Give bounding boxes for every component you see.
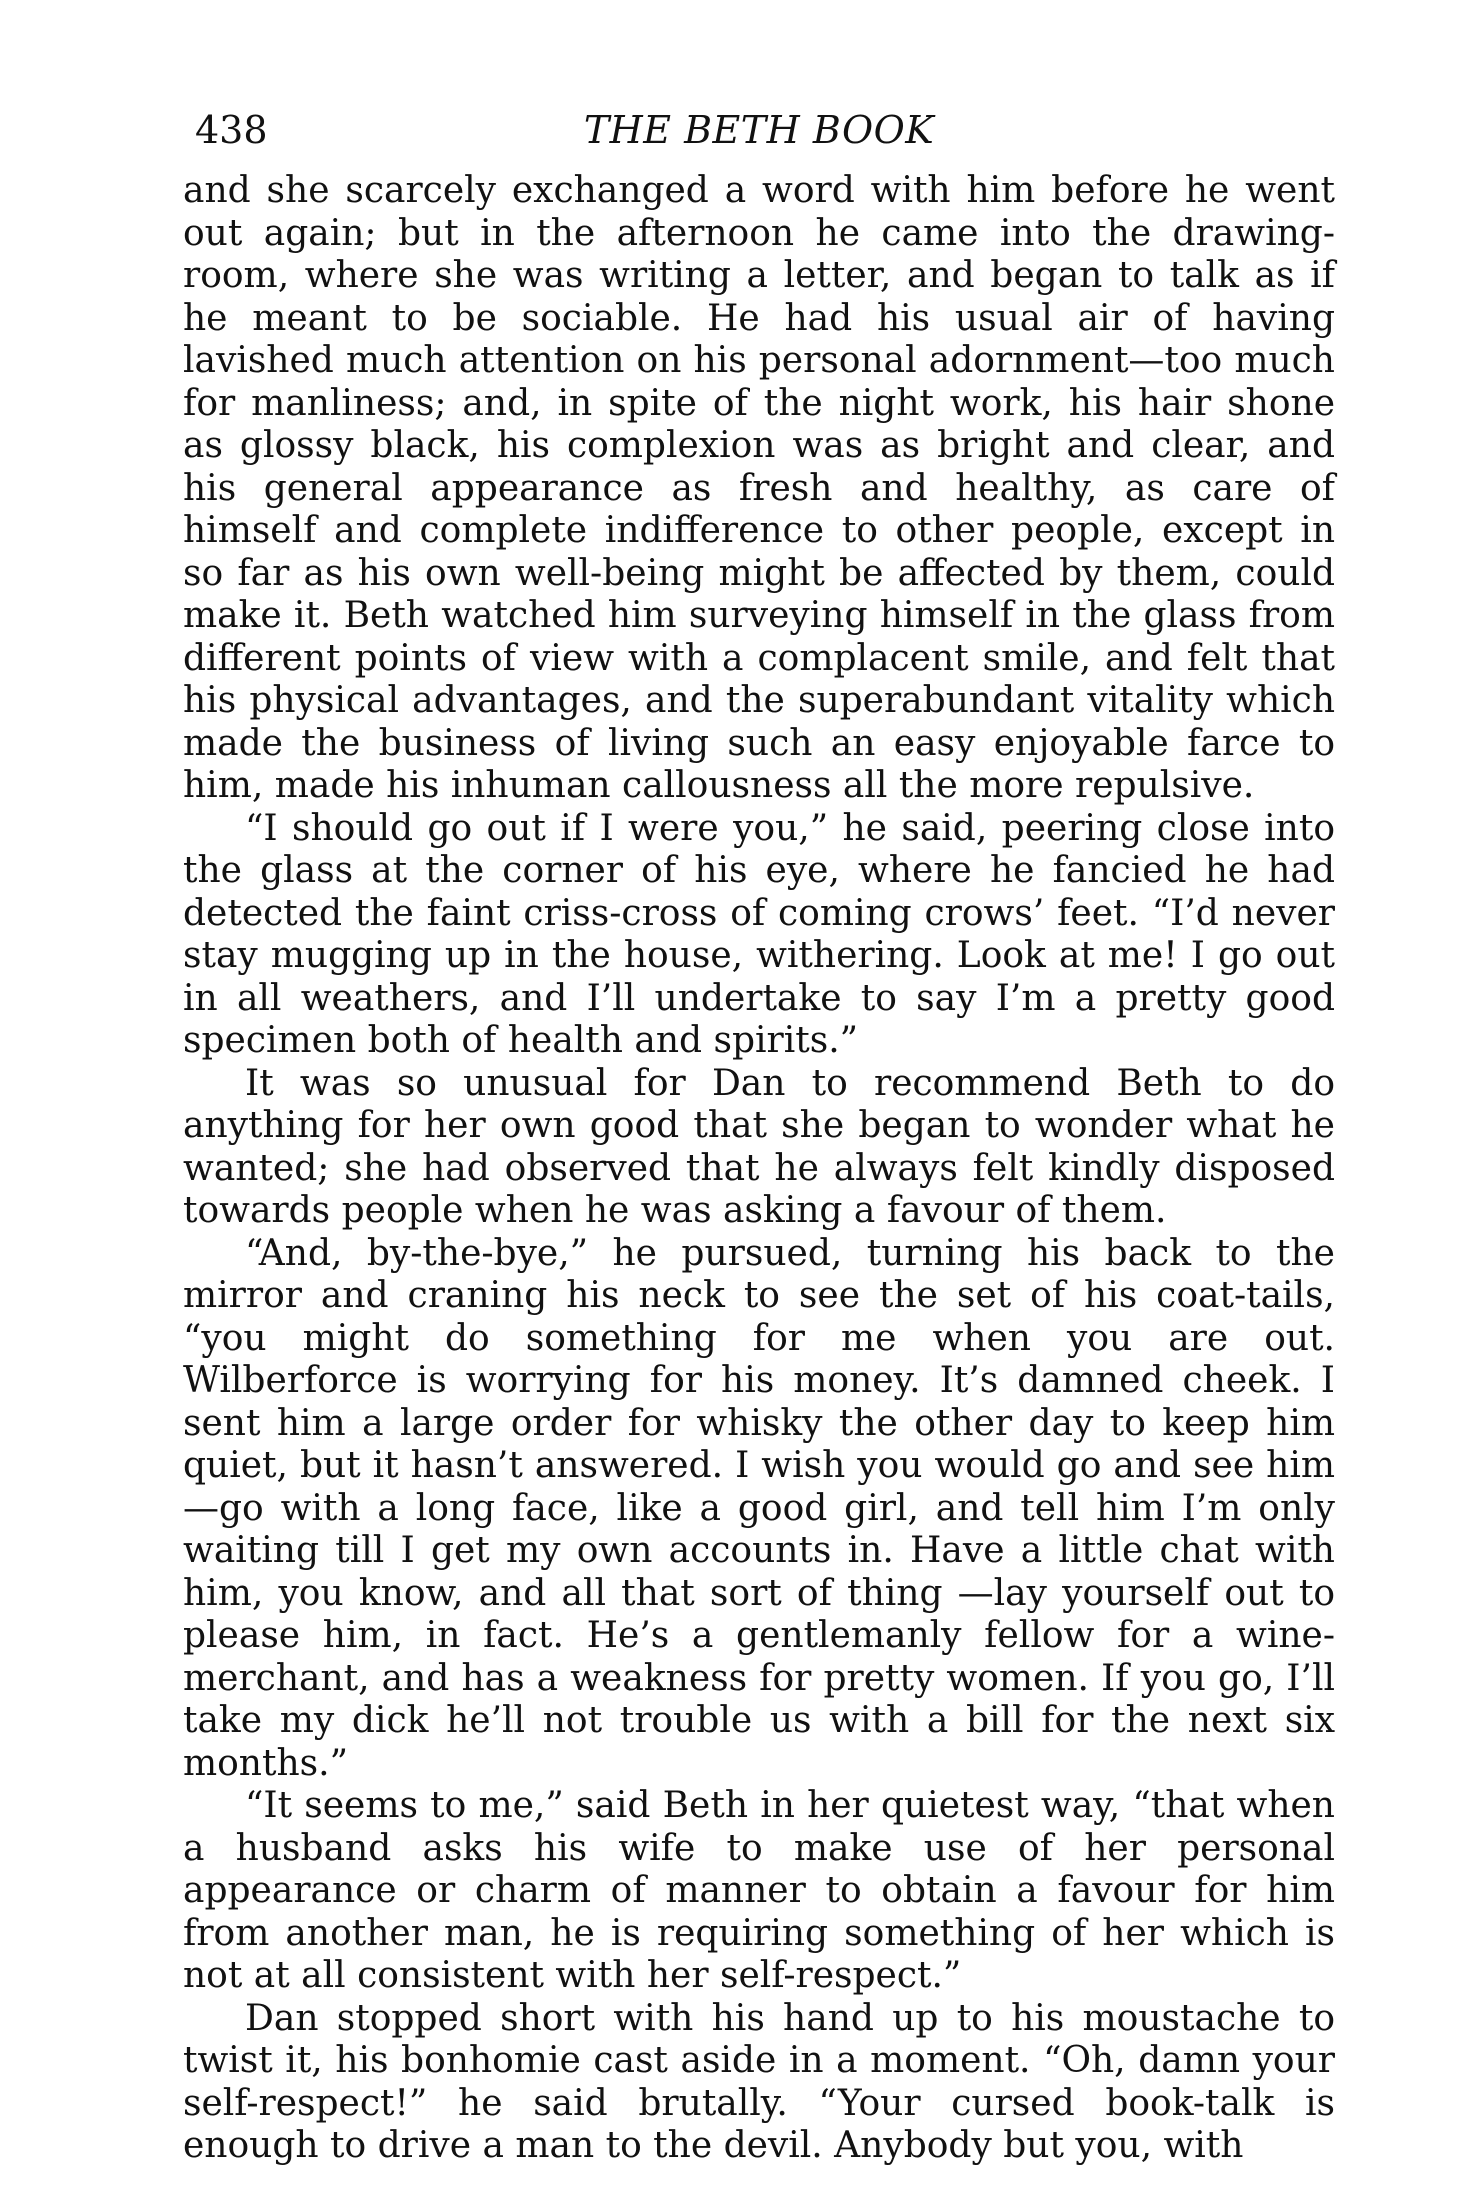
book-title: THE BETH BOOK — [583, 108, 935, 152]
paragraph: “I should go out if I were you,” he said, peering close into the glass at the corner of his eye, where he fancied he had detected the faint criss-cross of coming crows’ feet. “I’d never stay mugging up in the house, withering. Look at me! I go out in all weathers, and I’ll undertake to say I’m a pretty good specimen both of health and spirits.” — [183, 807, 1335, 1061]
body-text — [183, 170, 1335, 2168]
book-page — [183, 100, 1335, 2168]
paragraph: “It seems to me,” said Beth in her quietest way, “that when a husband asks his wife to make use of her personal appearance or charm of manner to obtain a favour for him from another man, he is requiring something of her which is not at all consistent with her self-respect.” — [183, 1785, 1335, 1996]
paragraph-continuation: and she scarcely exchanged a word with him before he went out again; but in the afternoon he came into the drawing-room, where she was writing a letter, and began to talk as if he meant to be sociable. He had his usual air of having lavished much attention on his personal adornment—too much for manliness; and, in spite of the night work, his hair shone as glossy black, his complexion was as bright and clear, and his general appearance as fresh and healthy, as care of himself and complete indifference to other people, except in so far as his own well-being might be affected by them, could make it. Beth watched him surveying himself in the glass from different points of view with a complacent smile, and felt that his physical advantages, and the superabundant vitality which made the business of living such an easy enjoyable farce to him, made his inhuman callousness all the more repulsive. — [183, 170, 1335, 806]
page-number: 438 — [195, 108, 268, 152]
running-head — [183, 100, 1335, 160]
paragraph: Dan stopped short with his hand up to his moustache to twist it, his bonhomie cast aside in a moment. “Oh, damn your self-respect!” he said brutally. “Your cursed book-talk is enough to drive a man to the devil. Anybody but you, with — [183, 1997, 1335, 2166]
paragraph: It was so unusual for Dan to recommend Beth to do anything for her own good that she began to wonder what he wanted; she had observed that he always felt kindly disposed towards people when he was asking a favour of them. — [183, 1062, 1335, 1231]
paragraph: “And, by-the-bye,” he pursued, turning his back to the mirror and craning his neck to see the set of his coat-tails, “you might do something for me when you are out. Wilberforce is worrying for his money. It’s damned cheek. I sent him a large order for whisky the other day to keep him quiet, but it hasn’t answered. I wish you would go and see him—go with a long face, like a good girl, and tell him I’m only waiting till I get my own accounts in. Have a little chat with him, you know, and all that sort of thing —lay yourself out to please him, in fact. He’s a gentlemanly fellow for a wine-merchant, and has a weakness for pretty women. If you go, I’ll take my dick he’ll not trouble us with a bill for the next six months.” — [183, 1232, 1335, 1784]
